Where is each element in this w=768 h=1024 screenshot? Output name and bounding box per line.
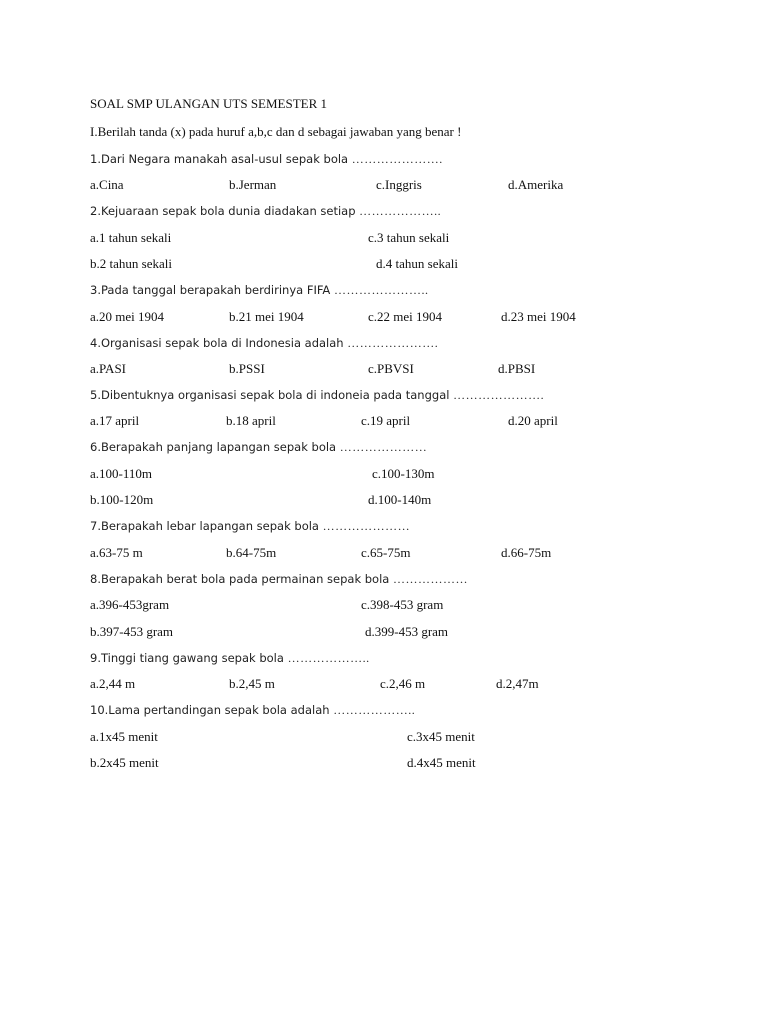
option-a: a.100-110m	[90, 466, 152, 481]
question-text: 3.Pada tanggal berapakah berdirinya FIFA	[90, 283, 331, 297]
question-5	[90, 387, 544, 403]
option-a: a.396-453gram	[90, 597, 170, 612]
question-text: 1.Dari Negara manakah asal-usul sepak bola	[90, 152, 349, 166]
page-title: SOAL SMP ULANGAN UTS SEMESTER 1	[90, 96, 328, 111]
answer-blank: ………………..	[333, 703, 416, 717]
option-a: a.Cina	[90, 177, 124, 192]
option-b: b.100-120m	[90, 492, 154, 507]
instruction-text: I.Berilah tanda (x) pada huruf a,b,c dan d sebagai jawaban yang benar !	[90, 124, 462, 139]
question-text: 9.Tinggi tiang gawang sepak bola	[90, 651, 284, 665]
answer-blank: ………………	[393, 572, 468, 586]
answer-blank: ………………..	[359, 204, 442, 218]
answer-blank: ………………..	[287, 651, 370, 665]
answer-blank: …………………..	[333, 283, 429, 297]
option-d: d.Amerika	[508, 177, 564, 192]
answer-blank: ………………….	[347, 336, 439, 350]
option-c: c.398-453 gram	[361, 597, 444, 612]
answer-blank: …………………	[322, 519, 411, 533]
question-10	[90, 702, 415, 718]
question-text: 2.Kejuaraan sepak bola dunia diadakan setiap	[90, 204, 356, 218]
option-d: d.20 april	[508, 413, 558, 428]
answer-blank: …………………	[339, 440, 428, 454]
option-b: b.2x45 menit	[90, 755, 159, 770]
option-a: a.PASI	[90, 361, 127, 376]
option-d: d.4x45 menit	[407, 755, 476, 770]
question-text: 10.Lama pertandingan sepak bola adalah	[90, 703, 330, 717]
question-8	[90, 571, 468, 587]
option-c: c.2,46 m	[380, 676, 426, 691]
option-c: c.3x45 menit	[407, 729, 475, 744]
option-d: d.399-453 gram	[365, 624, 449, 639]
option-a: a.1x45 menit	[90, 729, 158, 744]
option-d: d.100-140m	[368, 492, 432, 507]
option-a: a.17 april	[90, 413, 140, 428]
question-text: 6.Berapakah panjang lapangan sepak bola	[90, 440, 337, 454]
option-b: b.2,45 m	[229, 676, 275, 691]
option-b: b.PSSI	[229, 361, 265, 376]
question-7	[90, 518, 410, 534]
option-a: a.20 mei 1904	[90, 309, 165, 324]
option-b: b.18 april	[226, 413, 276, 428]
option-a: a.2,44 m	[90, 676, 136, 691]
option-b: b.397-453 gram	[90, 624, 174, 639]
question-4	[90, 335, 438, 351]
option-d: d.4 tahun sekali	[376, 256, 458, 271]
question-6	[90, 439, 427, 455]
question-text: 7.Berapakah lebar lapangan sepak bola	[90, 519, 319, 533]
option-c: c.100-130m	[372, 466, 435, 481]
question-text: 4.Organisasi sepak bola di Indonesia adalah	[90, 336, 344, 350]
option-d: d.PBSI	[498, 361, 536, 376]
option-d: d.23 mei 1904	[501, 309, 576, 324]
option-c: c.Inggris	[376, 177, 422, 192]
option-a: a.63-75 m	[90, 545, 143, 560]
question-text: 8.Berapakah berat bola pada permainan sepak bola	[90, 572, 390, 586]
question-2	[90, 203, 441, 219]
answer-blank: ………………….	[351, 152, 443, 166]
option-c: c.19 april	[361, 413, 411, 428]
option-a: a.1 tahun sekali	[90, 230, 172, 245]
option-b: b.Jerman	[229, 177, 277, 192]
answer-blank: ………………….	[453, 388, 545, 402]
option-b: b.21 mei 1904	[229, 309, 304, 324]
option-b: b.64-75m	[226, 545, 277, 560]
option-d: d.66-75m	[501, 545, 552, 560]
option-c: c.3 tahun sekali	[368, 230, 450, 245]
question-text: 5.Dibentuknya organisasi sepak bola di indoneia pada tanggal	[90, 388, 450, 402]
question-1	[90, 151, 443, 167]
option-c: c.65-75m	[361, 545, 411, 560]
option-b: b.2 tahun sekali	[90, 256, 172, 271]
option-c: c.PBVSI	[368, 361, 414, 376]
question-3	[90, 282, 428, 298]
option-c: c.22 mei 1904	[368, 309, 443, 324]
question-9	[90, 650, 370, 666]
option-d: d.2,47m	[496, 676, 539, 691]
